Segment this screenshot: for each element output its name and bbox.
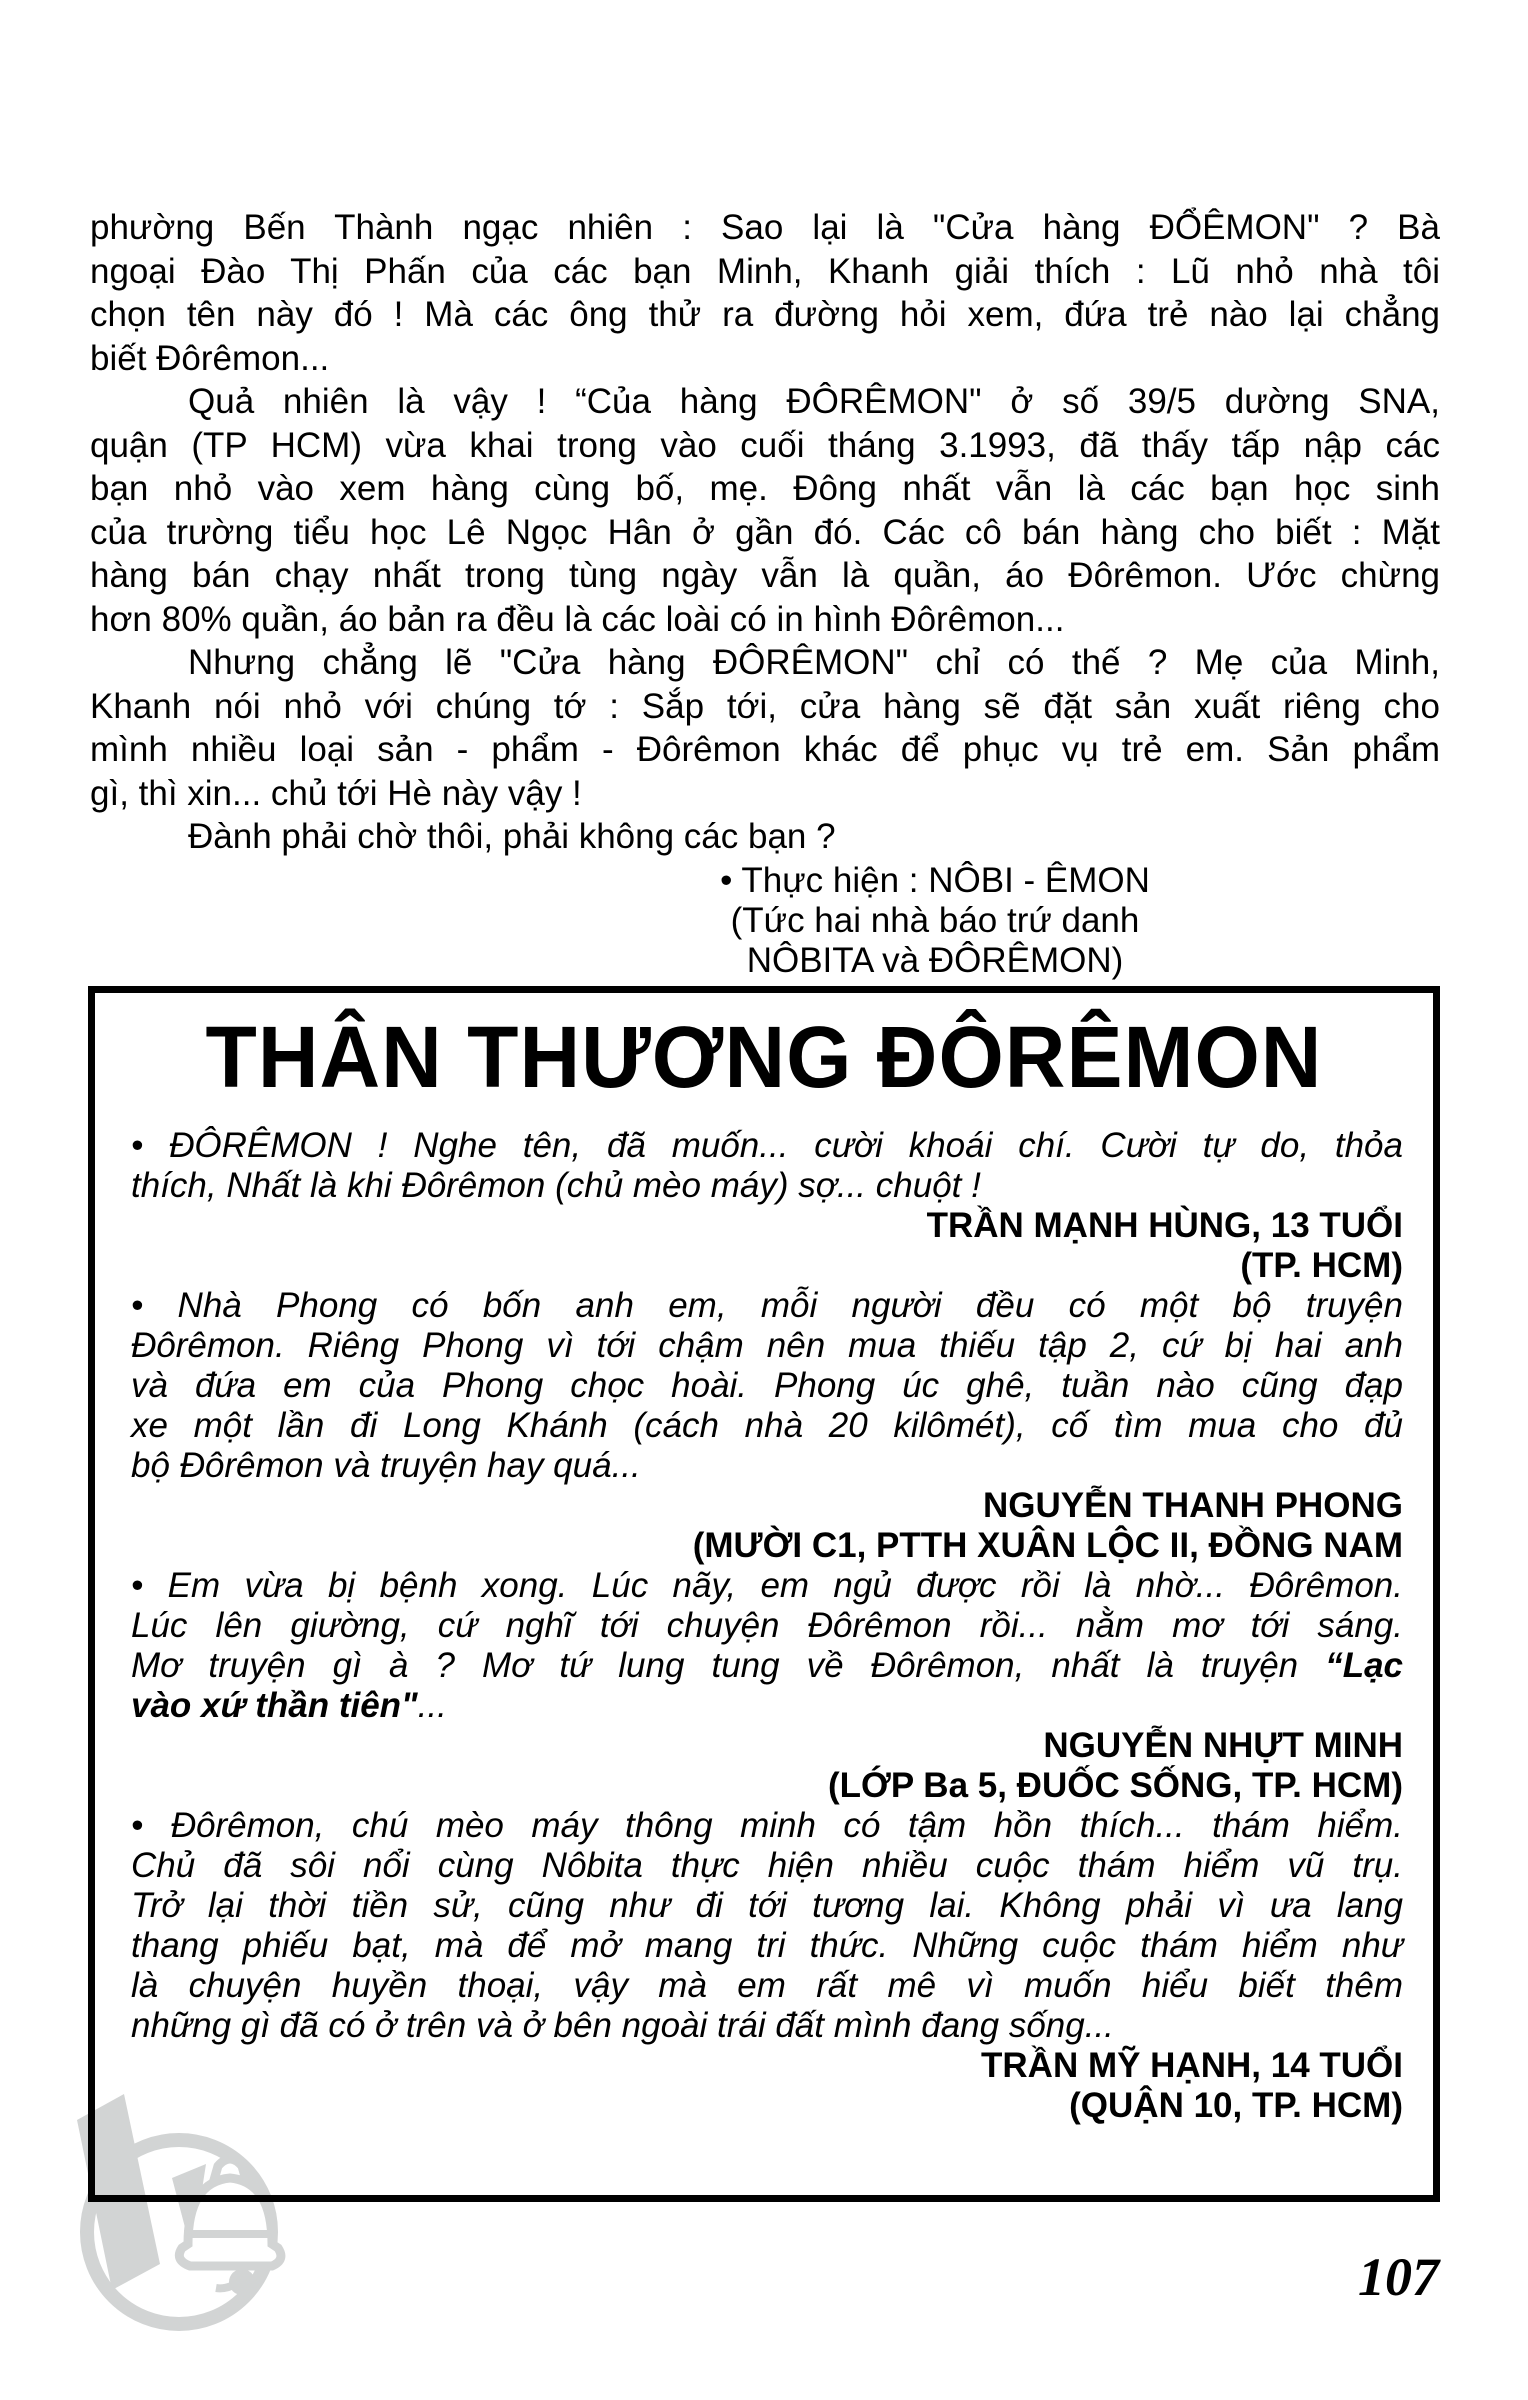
letter-signature-origin: (LỚP Ba 5, ĐUỐC SỐNG, TP. HCM)	[827, 1766, 1403, 1805]
letter-text	[131, 1566, 1403, 1726]
reader-letter	[131, 1566, 1403, 1806]
letter-signature-name: NGUYỄN NHỰT MINH	[1043, 1726, 1403, 1765]
text-line: quận (TP HCM) vừa khai trong vào cuối tháng 3.1993, đã thấy tấp nập các	[90, 425, 1440, 465]
letter-signature-origin: (TP. HCM)	[1240, 1246, 1403, 1285]
text-line: thích, Nhất là khi Đôrêmon (chủ mèo máy) sợ... chuột !	[131, 1166, 981, 1205]
letters-box	[88, 986, 1440, 2202]
text-line: bộ Đôrêmon và truyện hay quá...	[131, 1446, 641, 1485]
section-title: THÂN THƯƠNG ĐÔRÊMON	[205, 1008, 1323, 1106]
text-line: • Em vừa bị bệnh xong. Lúc nãy, em ngủ được rồi là nhờ... Đôrêmon.	[131, 1566, 1403, 1605]
text-line: những gì đã có ở trên và ở bên ngoài trái đất mình đang sống...	[131, 2006, 1114, 2045]
text-line: bạn nhỏ vào xem hàng cùng bố, mẹ. Đông nhất vẫn là các bạn học sinh	[90, 469, 1440, 508]
text-line: gì, thì xin... chủ tới Hè này vậy !	[90, 773, 582, 813]
article-paragraphs	[90, 206, 1440, 859]
text-line: vào xứ thần tiên"...	[131, 1686, 447, 1725]
text-line: Đành phải chờ thôi, phải không các bạn ?	[188, 817, 836, 856]
reader-letter	[131, 1126, 1403, 1286]
text-line: NÔBITA và ĐÔRÊMON)	[746, 940, 1124, 980]
letter-signature-name: NGUYỄN THANH PHONG	[982, 1486, 1403, 1525]
letters-list	[131, 1126, 1403, 2126]
text-line: phường Bến Thành ngạc nhiên : Sao lại là "Cửa hàng ĐỔÊMON" ? Bà	[90, 208, 1440, 247]
text-line: Đôrêmon. Riêng Phong vì tới chậm nên mua thiếu tập 2, cứ bị hai anh	[131, 1326, 1403, 1365]
text-line: Quả nhiên là vậy ! “Của hàng ĐÔRÊMON" ở số 39/5 dường SNA,	[188, 382, 1440, 421]
text-line: Mơ truyện gì à ? Mơ tứ lung tung về Đôrêmon, nhất là truyện “Lạc	[131, 1646, 1403, 1685]
text-line: Lúc lên giường, cứ nghĩ tới chuyện Đôrêmon rồi... nằm mơ tới sáng.	[131, 1606, 1403, 1645]
text-line: • ĐÔRÊMON ! Nghe tên, đã muốn... cười khoái chí. Cười tự do, thỏa	[131, 1126, 1403, 1165]
text-line: biết Đôrêmon...	[90, 338, 330, 378]
text-line: hơn 80% quần, áo bản ra đều là các loài có in hình Đôrêmon...	[90, 599, 1065, 639]
text-line: hàng bán chạy nhất trong tùng ngày vẫn là quần, áo Đôrêmon. Ước chừng	[90, 556, 1440, 595]
text-line: thang phiếu bạt, mà để mở mang tri thức. Những cuộc thám hiểm như	[131, 1926, 1403, 1965]
text-line: Trở lại thời tiền sử, cũng như đi tới tương lai. Không phải vì ưa lang	[131, 1886, 1403, 1925]
article-body	[90, 206, 1440, 981]
text-line: Khanh nói nhỏ với chúng tớ : Sắp tới, cửa hàng sẽ đặt sản xuất riêng cho	[90, 686, 1440, 726]
article-byline	[625, 861, 1245, 981]
text-line: (Tức hai nhà báo trứ danh	[730, 900, 1140, 940]
letter-text	[131, 1806, 1403, 2046]
page-number: 107	[1358, 2247, 1439, 2307]
text-line: • Thực hiện : NÔBI - ÊMON	[720, 860, 1150, 900]
letter-signature-name: TRẦN MẠNH HÙNG, 13 TUỔI	[926, 1206, 1403, 1245]
text-line: Chủ đã sôi nổi cùng Nôbita thực hiện nhiều cuộc thám hiểm vũ trụ.	[131, 1846, 1403, 1885]
text-line: ngoại Đào Thị Phấn của các bạn Minh, Khanh giải thích : Lũ nhỏ nhà tôi	[90, 251, 1440, 291]
letter-signature-origin: (QUẬN 10, TP. HCM)	[1069, 2086, 1403, 2125]
reader-letter	[131, 1806, 1403, 2126]
text-line: là chuyện huyền thoại, vậy mà em rất mê vì muốn hiểu biết thêm	[131, 1966, 1403, 2005]
text-line: chọn tên này đó ! Mà các ông thử ra đường hỏi xem, đứa trẻ nào lại chẳng	[90, 295, 1440, 334]
letter-text	[131, 1286, 1403, 1486]
reader-letter	[131, 1286, 1403, 1566]
text-line: và đứa em của Phong chọc hoài. Phong úc ghê, tuần nào cũng đạp	[131, 1366, 1403, 1405]
text-line: Nhưng chẳng lẽ "Cửa hàng ĐÔRÊMON" chỉ có thế ? Mẹ của Minh,	[188, 643, 1440, 682]
text-line: mình nhiều loại sản - phẩm - Đôrêmon khác để phục vụ trẻ em. Sản phẩm	[90, 730, 1440, 769]
letter-text	[131, 1126, 1403, 1206]
text-line: của trường tiểu học Lê Ngọc Hân ở gần đó. Các cô bán hàng cho biết : Mặt	[90, 512, 1440, 552]
letter-signature-origin: (MƯỜI C1, PTTH XUÂN LỘC II, ĐỒNG NAM	[692, 1526, 1403, 1565]
letter-signature-name: TRẦN MỸ HẠNH, 14 TUỔI	[981, 2046, 1403, 2085]
text-line: • Đôrêmon, chú mèo máy thông minh có tậm hồn thích... thám hiểm.	[131, 1806, 1403, 1845]
text-line: xe một lần đi Long Khánh (cách nhà 20 kilômét), cố tìm mua cho đủ	[131, 1406, 1403, 1445]
text-line: • Nhà Phong có bốn anh em, mỗi người đều có một bộ truyện	[131, 1286, 1403, 1325]
